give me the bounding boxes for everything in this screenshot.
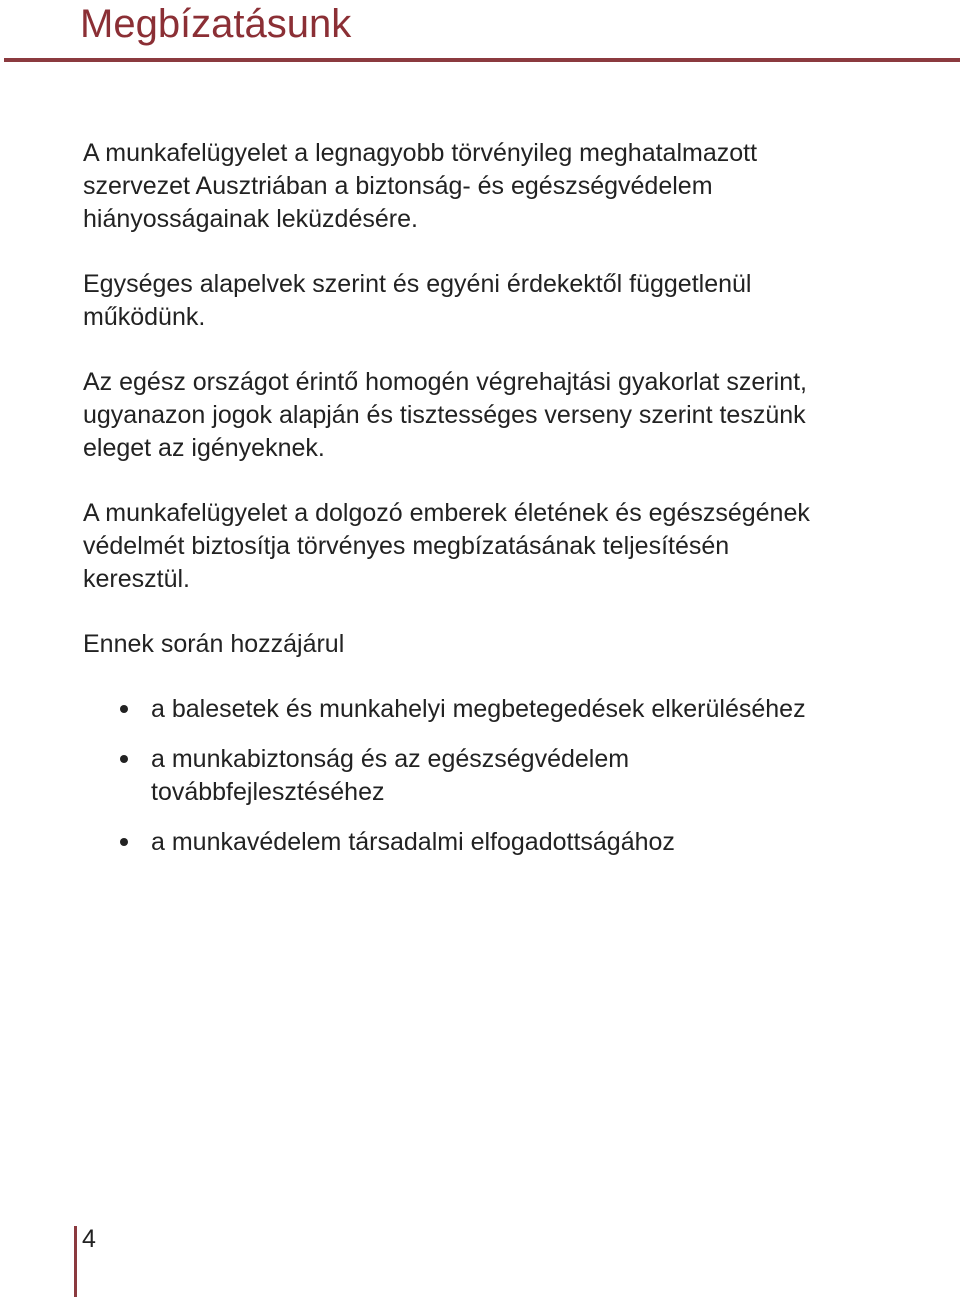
list-item	[83, 743, 823, 809]
page-number: 4	[82, 1225, 96, 1253]
list-item	[83, 693, 823, 726]
bullet-list	[83, 693, 823, 859]
main-content	[83, 137, 823, 876]
bullet-icon	[120, 705, 128, 713]
paragraph: Az egész országot érintő homogén végrehajtási gyakorlat szerint, ugyanazon jogok alapján és tisztességes verseny szerint teszünk eleget az igényeknek.	[83, 368, 807, 462]
paragraph: A munkafelügyelet a dolgozó emberek életének és egészségének védelmét biztosítja törvényes megbízatásának teljesítésén keresztül.	[83, 499, 810, 593]
paragraph: A munkafelügyelet a legnagyobb törvényileg meghatalmazott szervezet Ausztriában a biztonság- és egészségvédelem hiányosságainak leküzdésére.	[83, 139, 758, 233]
paragraph: Ennek során hozzájárul	[83, 630, 345, 658]
page-title: Megbízatásunk	[80, 2, 352, 46]
title-divider	[4, 58, 960, 62]
list-item-text: a munkabiztonság és az egészségvédelem továbbfejlesztéséhez	[151, 745, 630, 806]
paragraph: Egységes alapelvek szerint és egyéni érdekektől függetlenül működünk.	[83, 270, 752, 331]
list-item	[83, 826, 823, 859]
list-item-text: a munkavédelem társadalmi elfogadottságához	[151, 828, 675, 856]
list-item-text: a balesetek és munkahelyi megbetegedések elkerüléséhez	[151, 695, 806, 723]
footer-divider	[74, 1226, 77, 1297]
bullet-icon	[120, 755, 128, 763]
bullet-icon	[120, 838, 128, 846]
